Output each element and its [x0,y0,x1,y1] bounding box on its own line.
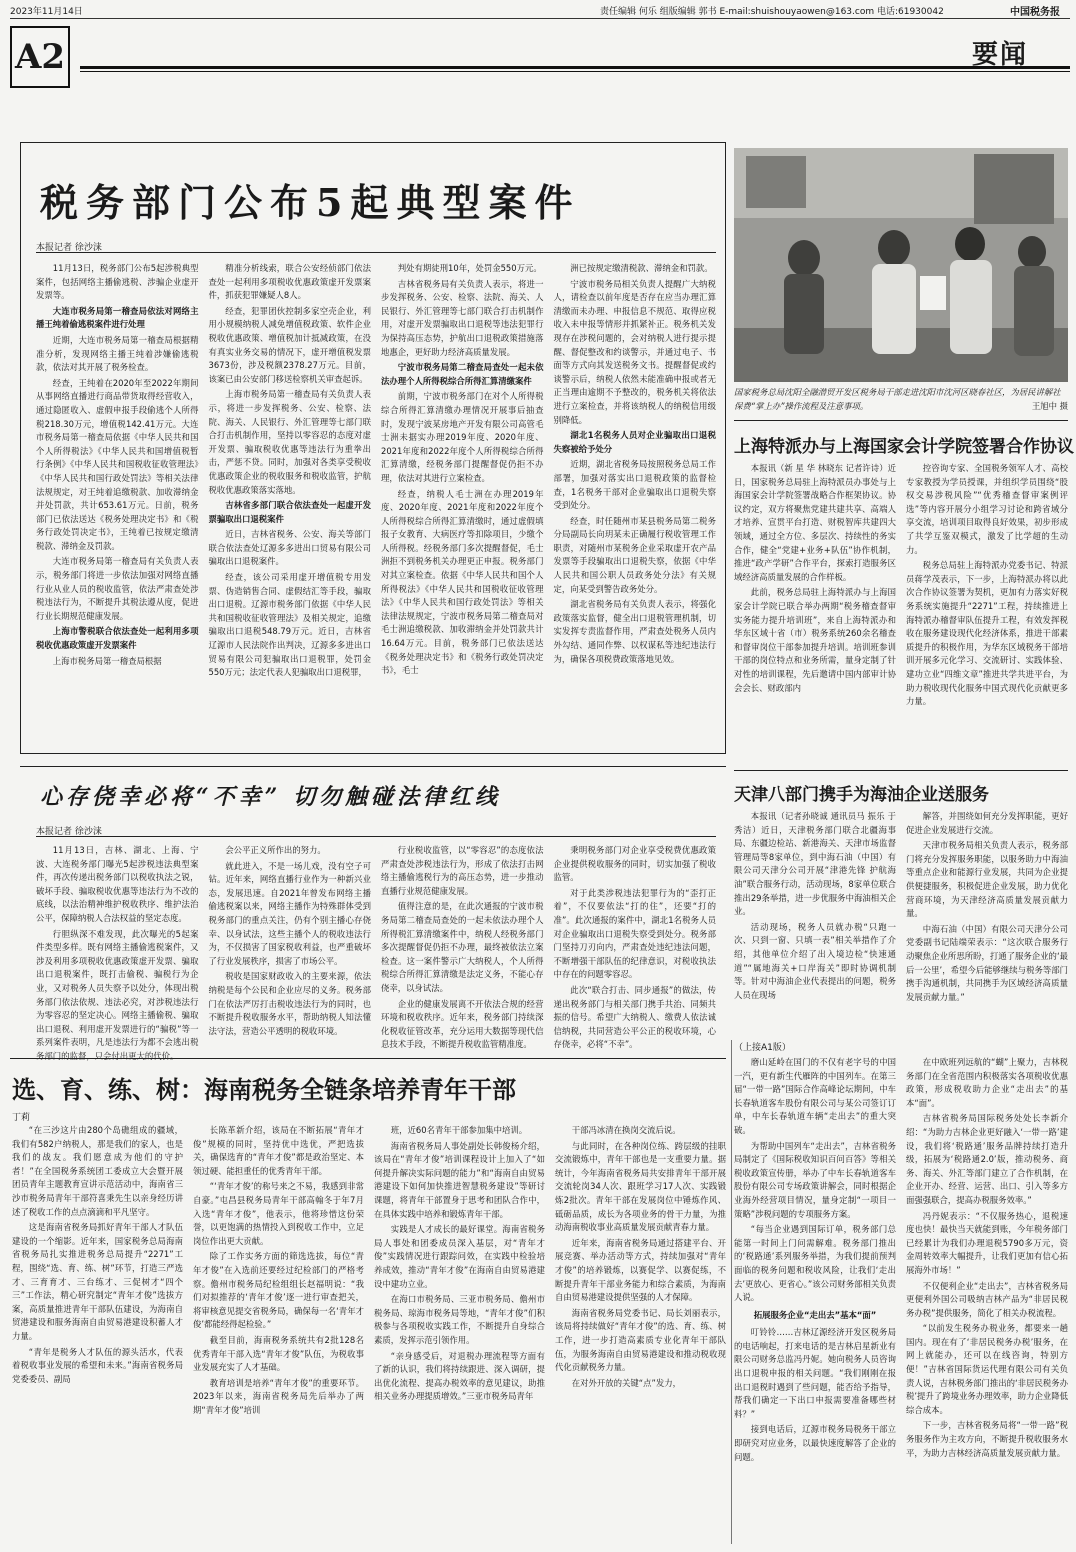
story-6-continued: （上接A1版） [734,1043,791,1053]
story-4-rule [36,836,716,837]
paragraph: 宁波市税务局第二稽查局查处一起未依法办理个人所得税综合所得汇算清缴案件 [381,362,544,386]
paragraph: 干部冯冰清在换岗交流后说。 [571,1125,681,1135]
paragraph: 近年来，海南省税务局通过搭建平台、开展竞赛、举办活动等方式，持续加强对“青年才俊”的培养锻炼，以赛促学、以赛促练，不断提升青年干部业务能力和综合素质，为海南自由贸易港建设提供坚强的人才保障。 [555,1237,726,1303]
paragraph: 近期，湖北省税务局按照税务总局工作部署，加强对落实出口退税政策的监督检查，1名税务干部对企业骗取出口退税失察受到处分。 [553,459,716,511]
paragraph: 大连市税务局第一稽查局依法对网络主播王纯着偷逃税案件进行处理 [36,305,199,330]
issue-date: 2023年11月14日 [10,7,83,17]
paragraph: 对于此类涉税违法犯罪行为的“歪打正着”，不仅要依法“打的住”，还要“打的准”。此次通报的案件中，湖北1名税务人员对企业骗取出口退税失察受到处分。税务部门坚持刀刃向内，严肃查处违纪违法问题，不断增强干部队伍的纪律意识，对税收执法中存在的问题零容忍。 [553,887,716,980]
story-4-col-4 [554,844,717,1050]
paragraph: 吉林省税务局有关负责人表示，将进一步发挥税务、公安、检察、法院、海关、人民银行、外汇管理等七部门联合打击机制作用，对虚开发票骗取出口退税等违法犯罪行为保持高压态势，护航出口退税政策措施落地惠企，更好助力经济高质量发展。 [381,278,544,357]
section-name: 要闻 [972,40,1029,70]
story-5-byline: 丁莉 [12,1113,31,1123]
story-1-body [36,262,716,744]
paragraph: 中海石油（中国）有限公司天津分公司党委副书记陆端荣表示：“这次联合服务行动聚焦企业所思所盼，打通了服务企业的‘最后一公里’，希望今后能够继续与税务等部门携手沟通机制，共同携手为区域经济高质量发展贡献力量。” [906,923,1068,1002]
paragraph: 在对外开放的关键“点”发力， [571,1377,681,1388]
section-rule-thin [80,71,1070,72]
news-photo [734,148,1068,382]
paragraph: 班，近60名青年干部参加集中培训。 [390,1125,528,1135]
paragraph: 宁波市税务局相关负责人提醒广大纳税人，请检查以前年度是否存在应当办理汇算清缴而未办理、申报信息不规范、取得应税收入未申报等情形并抓紧补正。税务机关发现存在涉税问题的，会对纳税人进行提示提醒、督促整改和约谈警示，并通过电子、书面等方式向其发送税务文书。提醒督促或约谈警示后，纳税人依然未能准确申报或者无正当理由逾期不予整改的，税务机关将依法进行立案检查，并将该纳税人的纳税信用级别降低。 [553,278,716,425]
paragraph: 这是海南省税务局抓好青年干部人才队伍建设的一个缩影。近年来，国家税务总局海南省税务局扎实推进税务总局提升“2271”工程，围绕“选、育、练、树”环节，打造三严选才、三育育才、三台练才、三促树才“四个三”工作法，精心研究制定“青年才俊”选拔方案，高质量推进青年干部队伍建设，为海南自贸港建设和服务海南自由贸易港建设积蓄人才力量。 [12,1222,183,1341]
paragraph: 此次“联合打击、同步通报”的做法，传递出税务部门与相关部门携手共治、同频共振的信号。希望广大纳税人、缴费人依法诚信纳税，共同营造公平公正的税收环境，心存侥幸，必将“不幸”。 [553,984,716,1050]
story-3-headline: 天津八部门携手为海油企业送服务 [734,785,989,805]
story-1-col-1 [36,262,199,744]
paragraph: 洲已按规定缴清税款、滞纳金和罚款。 [570,263,713,273]
paragraph: 长陈革新介绍，该局在不断拓展“青年才俊”规模的同时，坚持优中选优，严把选拔关，确保选育的“青年才俊”都是政治坚定、本领过硬、能担重任的优秀青年干部。 [193,1125,364,1176]
paragraph: 判处有期徒刑10年，处罚金550万元。 [397,263,542,273]
paragraph: 就此进入，不是一场儿戏，没有空子可钻。近年来，网络直播行业作为一种新兴业态，发展迅速。自2021年曾发布网络主播偷逃税案以来，网络主播作为特殊群体受到税务部门的重点关注，仍有个别主播心存侥幸、以身试法，这些主播个人的税收违法行为，不仅损害了国家税收利益，也严重破坏了行业发展秩序，损害了市场公平。 [208,860,371,966]
header-rule [10,18,1070,19]
story-4-col-3 [381,844,544,1050]
paragraph: 税务总局驻上海特派办党委书记、特派员蒋学茂表示，下一步，上海特派办将以此次合作协议签署为契机，更加有力落实好税务系统实施提升“2271”工程，持续推进上海特派办稽督审队伍提升工程，有效发挥税收在服务建设现代化经济体系，推进干部素质提升的积极作用，为华东区域税务干部培训开展多元化学习、交流研讨、实践体验、建功立业“四维文章”推进共学共进平台，为助力税收现代化服务中国式现代化贡献更多力量。 [906,560,1068,707]
paragraph: 湖北1名税务人员对企业骗取出口退税失察被给予处分 [553,430,716,454]
paragraph: 接到电话后，辽源市税务局税务干部立即研究对应业务，以最快速度解答了企业的问题。 [734,1424,896,1462]
story-5-col-3 [374,1124,545,1544]
paragraph: 在海口市税务局、三亚市税务局、儋州市税务局、琼海市税务局等地，“青年才俊”们积极参与各项税收实践工作，不断提升自身综合素质，发挥示范引领作用。 [374,1294,545,1345]
paragraph: 经查，时任随州市某县税务局第二税务分局副局长向玥某未正确履行税收管理工作职责，对随州市某税务企业采取虚开农产品发票等手段骗取出口退税失察，依据《中华人民共和国公职人员政务处分法》有关规定，向某受到警告政务处分。 [553,515,716,594]
paragraph: 11月13日，吉林、湖北、上海、宁波、大连税务部门曝光5起涉税违法典型案件，再次传递出税务部门以税收执法之锐，破坏手段、骗取税收优惠等违法行为不改的底线，以法治精神维护税收秩序、维护法治公平，保障纳税人合法权益的坚定态度。 [36,845,199,923]
story-4-headline: 心存侥幸必将“不幸” 切勿触碰法律红线 [40,784,501,810]
paragraph: 除了工作实务方面的筛选选拔，每位“青年才俊”在入选前还要经过纪检部门的严格考察。儋州市税务局纪检组组长赵福明说：“我们对拟推荐的‘青年才俊’逐一进行审查把关，将审核意见提交省税务局，确保每一名‘青年才俊’都能经得起检验。” [193,1251,364,1330]
paragraph: “以前发生税务办税业务，都要来一趟国内。现在有了‘非居民税务办税’服务，在网上就能办，还可以在线咨询，特别方便！”吉林省国际货运代理有限公司有关负责人说，吉林税务部门推出的‘非居民税务办税’提升了跨境业务办理效率，助力企业降低综合成本。 [906,1323,1068,1415]
story-3-top-rule [734,770,1068,771]
paragraph: 吉林省多部门联合依法查处一起虚开发票骗取出口退税案件 [208,500,371,524]
story-4-byline: 本报记者 徐沙涞 [36,827,102,837]
paragraph: 实践是人才成长的最好课堂。海南省税务局人事处和团委成员深入基层，对“青年才俊”实践情况进行跟踪问效，在实践中检验培养成效，推动“青年才俊”在海南自由贸易港建设中建功立业。 [374,1224,545,1289]
paragraph: “‘青年才俊’的称号来之不易，我感到非常自豪。”屯昌县税务局青年干部高翰冬于年7月入选“青年才俊”，他表示，他将珍惜这份荣誉，以更饱满的热情投入到税收工作中，立足岗位作出更大贡献。 [193,1181,364,1246]
paragraph: 企业的健康发展离不开依法合规的经营环境和税收秩序。近年来，税务部门持续深化税收征管改革，充分运用大数据等现代信息技术手段，不断提升税收监管精准度。 [381,998,544,1050]
photo-credit: 王旭中 摄 [1031,400,1068,411]
paragraph: 本报讯（新 星 华 林晓东 记者许诗）近日，国家税务总局驻上海特派员办事处与上海国家会计学院签署战略合作框架协议。协议约定，双方将聚焦党建共建共享、高端人才培养、宣贯平台打造、财税智库共建四大领域，通过全方位、多层次、持续性的务实合作，健全“党建+业务+队伍”协作机制，推进“政产学研”合作平台，探索打造服务区域经济高质量发展的合作样板。 [734,463,896,582]
paragraph: 前期，宁波市税务部门在对个人所得税综合所得汇算清缴办理情况开展事后抽查时，发现宁波某房地产开发有限公司高管毛士洲未据实办理2019年度、2020年度、2021年度和2022年度个人所得税综合所得汇算清缴，经税务部门提醒督促仍拒不办理，依法对其进行立案检查。 [381,391,544,483]
story-5-body [12,1124,726,1544]
story-2-top-rule [734,420,1068,421]
masthead: 中国税务报 [1010,7,1060,18]
story-4-col-1 [36,844,199,1061]
paragraph: 冯丹妮表示：“不仅服务热心，退税速度也快！最快当天就能到账，今年税务部门已经累计为我们办理退税5790多万元，资金周转效率大幅提升，让我们更加有信心拓展海外市场！” [906,1210,1068,1275]
story-3-col-2 [906,810,1068,1030]
story-2-col-1 [734,462,896,762]
story-2-col-2 [906,462,1068,762]
paragraph: 在中欧班列远航的“蝴”上聚力，吉林税务部门在全省范围内积极落实各项税收优惠政策，形成税收助力企业“走出去”的基本“面”。 [906,1057,1068,1108]
paragraph: 11月13日，税务部门公布5起涉税典型案件，包括网络主播偷逃税、涉骗企业虚开发票等。 [36,263,199,301]
paragraph: 税收是国家财政收入的主要来源，依法纳税是每个公民和企业应尽的义务。税务部门在依法严厉打击税收违法行为的同时，也不断提升税收服务水平，帮助纳税人知法懂法守法，营造公平透明的税收环境。 [208,971,371,1036]
story-2-body [734,462,1068,762]
story-4-col-2 [209,844,372,1050]
paragraph: 上海市税务局第一稽查局根据 [52,655,162,666]
editor-info: 责任编辑 何乐 组版编辑 郭书 E-mail:shuishouyaowen@163.com 电话:61930042 [600,7,944,17]
paragraph: 天津市税务局相关负责人表示，税务部门将充分发挥服务职能，以服务助力中海油等重点企业和能源行业发展，共同为企业提供便捷服务，积极促进企业发展，助力优化营商环境，为天津经济高质量发展贡献力量。 [906,840,1068,919]
paragraph: 会公平正义所作出的努力。 [225,845,326,855]
story-6-col-1 [734,1056,896,1544]
paragraph: 教育培训是培养“青年才俊”的重要环节。2023年以来，海南省税务局先后举办了两期“青年才俊”培训 [193,1377,364,1415]
paragraph: 近日，吉林省税务、公安、海关等部门联合依法查处辽源多多进出口贸易有限公司骗取出口退税案件。 [208,529,371,567]
paragraph: 湖北省税务局有关负责人表示，将强化政策落实监督，健全出口退税管理机制，切实发挥专责监督作用，严肃查处税务人员内外勾结、通同作弊、以权谋私等违纪违法行为，确保各项税费政策落地见效。 [553,599,716,664]
paragraph: “每当企业遇到国际订单，税务部门总能第一时间上门问需解难。税务部门推出的‘税路通’系列服务举措，为我们提前预判面临的税务问题和税收风险，让我们‘走出去’更放心、更省心。”该公司财务部相关负责人说。 [734,1224,896,1303]
paragraph: 精准分析线索，联合公安经侦部门依法查处一起利用多项税收优惠政策虚开发票案件，抓获犯罪嫌疑人8人。 [208,263,371,301]
section-rule [80,66,1070,69]
paragraph: 秉明税务部门对企业享受税费优惠政策企业提供税收服务的同时，切实加强了税收监管。 [553,845,716,883]
story-1-col-3 [381,262,544,744]
story-5-headline: 选、育、练、树：海南税务全链条培养青年干部 [12,1075,516,1104]
paragraph: 经查，王纯着在2020年至2022年期间从事网络直播进行商品带货取得经营收入，通过隐匿收入、虚假申报手段偷逃个人所得税218.30万元，增值税142.41万元。大连市税务局第一稽查局依据《中华人民共和国个人所得税法》《中华人民共和国增值税暂行条例》《中华人民共和国税收征收管理法》《中华人民共和国行政处罚法》等相关法律法规规定，对王纯着追缴税款、加收滞纳金并处罚款，共计653.61万元。日前，税务部门已依法送达《税务处理决定书》和《税务行政处罚决定书》，王纯着已按规定缴清税款、滞纳金及罚款。 [36,377,199,551]
paragraph: 海南省税务局党委书记、局长刘丽表示，该局将持续做好“青年才俊”的选、育、练、树工作，进一步打造高素质专业化青年干部队伍，为服务海南自由贸易港建设和推动税收现代化贡献税务力量。 [555,1307,726,1373]
paragraph: 经查，纳税人毛士洲在办理2019年度、2020年度、2021年度和2022年度个人所得税综合所得汇算清缴时，通过虚假填报子女教育、大病医疗等扣除项目，少缴个人所得税。经税务部门多次提醒督促，毛士洲拒不到税务机关办理更正申报。税务部门对其立案检查。依据《中华人民共和国个人所得税法》《中华人民共和国税收征收管理法》《中华人民共和国行政处罚法》等相关法律法规规定，宁波市税务局第二稽查局对毛士洲追缴税款、加收滞纳金并处罚款共计16.64万元。目前，税务部门已依法送达《税务处理决定书》和《税务行政处罚决定书》，毛士 [381,488,544,676]
paragraph: 上海市税务局第一稽查局有关负责人表示，将进一步发挥税务、公安、检察、法院、海关、人民银行、外汇管理等七部门联合打击机制作用，坚持以零容忍的态度对虚开发票、骗取税收优惠等违法行为重拳出击，严惩不贷。同时，加强对各类享受税收优惠政策企业的税收服务和税收监管，护航税收优惠政策落实落地。 [208,389,371,495]
story-1-col-2 [209,262,372,744]
column-divider [731,1040,732,1544]
photo-caption [734,386,1068,413]
paragraph: 近期，大连市税务局第一稽查局根据精准分析，发现网络主播王纯着涉嫌偷逃税款，依法对其开展了税务检查。 [36,334,199,373]
paragraph: 为帮助中国列车“走出去”，吉林省税务局制定了《国际税收知识百问百答》等相关税收政策宣传册，举办了中车长春轨道客车股份有限公司专场政策讲解会，同时根据企业海外经营项目情况，量身定制“一项目一策略”涉税问题的专项服务方案。 [734,1140,896,1219]
paragraph: 吉林省税务局国际税务处处长李新介绍：“为助力吉林企业更好融入‘一带一路’建设，我们将‘税路通’服务品牌持续打造升级，拓展为‘税路通2.0’版，推动税务、商务、海关、外汇等部门建立了合作机制，在企业开办、经营、运营、出口、引入等多方面强强联合，提高办税服务效率。” [906,1113,1068,1205]
paragraph: 经查，犯罪团伙控制多家空壳企业，利用小规模纳税人减免增值税政策、软件企业税收优惠政策、增值税加计抵减政策，在没有真实业务交易的情况下，虚开增值税发票3673份，涉及税额2378.27万元。目前，该案已由公安部门移送检察机关审查起诉。 [208,305,371,384]
paragraph: 大连市税务局第一稽查局有关负责人表示，税务部门将进一步依法加强对网络直播行业从业人员的税收监管，依法严肃查处涉税违法行为，不断提升其税法遵从度，促进行业长期规范健康发展。 [36,556,199,621]
story-4-body [36,844,716,1061]
paragraph: 本报讯（记者孙晓诚 通讯员马 振乐 于秀洁）近日，天津税务部门联合北疆海事局、东疆边检站、新港海关、天津市场监督管理局等8家单位，到中海石油（中国）有限公司天津分公司开展“津港先锋 护航海油”联合服务行动，活动现场，8家单位联合推出29条举措，进一步优服务中海油相关企业。 [734,811,896,917]
paragraph: “在三沙这片由280个岛礁组成的疆域，我们有582户纳税人，那是我们的家人，也是我们的战友。我们愿意成为他们的守护者！”在全国税务系统团工委成立大会暨开展团员青年主题教育宣讲示范活动中，海南省三沙市税务局青年干部符喜秉先生以亲身经历讲述了税收工作的点点滴滴和平凡坚守。 [12,1125,183,1217]
story-5-top-rule [10,1058,726,1059]
paragraph: 与此同时，在各种岗位练、跨层级的挂职交流锻炼中，青年干部也是一支重要力量。据统计，今年海南省税务局共安排青年干部开展交流轮岗34人次、跟班学习17人次、实践锻炼2批次。青年干部在发展岗位中锤炼作风、砥砺品质，成长为各项业务的骨干力量，为推动海南税收事业高质量发展贡献青春力量。 [555,1140,726,1233]
story-6-col-2 [906,1056,1068,1544]
paragraph: 此前，税务总局驻上海特派办与上海国家会计学院已联合举办两期“税务稽查督审实务能力提升培训班”，来自上海特派办和华东区域十省（市）税务系统260余名稽查和督审岗位干部参加提升培训。培训班参训干部的岗位特点和业务所需，量身定制了针对性的培训课程，先后邀请中国内部审计协会会长、财政部内 [734,587,896,693]
story-3-col-1 [734,810,896,1030]
paragraph: “青年是税务人才队伍的源头活水，代表着税收事业发展的希望和未来。”海南省税务局党委委员、副局 [12,1346,183,1384]
story-3-body [734,810,1068,1030]
paragraph: 值得注意的是，在此次通报的宁波市税务局第二稽查局查处的一起未依法办理个人所得税汇算清缴案件中，纳税人经税务部门多次提醒督促仍拒不办理，最终被依法立案检查。这一案件警示广大纳税人，个人所得税综合所得汇算清缴是法定义务，不能心存侥幸，以身试法。 [381,901,544,993]
paragraph: 海南省税务局人事处副处长韩俊杨介绍，该局在“青年才俊”培训课程设计上加入了“如何提升解决实际问题的能力”和“海南自由贸易港建设下如何加快推进智慧税务建设”等研讨课题，将青年干部置身于思考和团队合作中，在具体实践中培养和锻炼青年干部。 [374,1140,545,1219]
story-5-col-2 [193,1124,364,1544]
paragraph: 拓展服务企业“走出去”基本“面” [753,1309,877,1320]
paragraph: 上海市警税联合依法查处一起利用多项税收优惠政策虚开发票案件 [36,626,199,651]
paragraph: 解答，并围绕如何充分发挥职能，更好促进企业发展进行交流。 [906,811,1068,835]
paragraph: 叮铃铃……吉林辽源经济开发区税务局的电话响起，打来电话的是吉林启星新业有限公司财务总监冯丹妮。她向税务人员咨询出口退税申报的相关问题。“我们刚刚在报出口退税时遇到了些问题，能否给予指导，帮我们确定一下出口申报需要准备哪些材料？” [734,1327,896,1419]
story-4-top-rule [20,766,726,767]
paragraph: 磨山延岭在国门的不仅有老字号的中国一汽，更有新生代雁阵的中国列车。在第三届“一带一路”国际合作高峰论坛期间，中车长春轨道客车股份有限公司与某公司签订订单，中车长春轨道车辆“走出去”的重大突破。 [734,1057,896,1135]
paragraph: 下一步，吉林省税务局将“一带一路”税务服务作为主攻方向，不断提升税收服务水平，为助力吉林经济高质量发展贡献力量。 [906,1420,1068,1458]
paragraph: 控咨询专家、全国税务领军人才、高校专家教授为学员授课，并组织学员围绕“股权交易涉税风险”“优秀稽查督审案例评选”等内容开展分小组学习讨论和跨省域分享交流，培训项目取得良好效果，初步形成了共学互鉴双模式，激发了比学超的生动力。 [906,463,1068,555]
paragraph: 活动现场，税务人员就办税“只跑一次、只到一窗、只填一表”相关举措作了介绍，其他单位介绍了出入境边检“快速通道”“属地海关+口岸海关”即时协调机制等。针对中海油企业代表提出的问题，税务人员在现场 [734,921,896,1000]
paragraph: 截至目前，海南税务系统共有2批128名优秀青年干部入选“青年才俊”队伍，为税收事业发展充实了人才基础。 [193,1334,364,1373]
page-header [0,0,1076,22]
photo-caption-text: 国家税务总局沈阳全融潜贸开发区税务局干部走进沈阳市沈河区晓春社区，为居民讲解社保费“掌上办”操作流程及注意事项。 [734,387,1061,411]
paragraph: 经查，该公司采用虚开增值税专用发票、伪造销售合同、虚假结汇等手段，骗取出口退税。辽源市税务部门依据《中华人民共和国税收征收管理法》及相关规定，追缴骗取出口退税548.79万元。近日，吉林省辽源市人民法院作出判决，辽源多多进出口贸易有限公司犯骗取出口退税罪，处罚金550万元；法定代表人犯骗取出口退税罪， [208,572,371,678]
story-2-headline: 上海特派办与上海国家会计学院签署合作协议 [734,437,1074,457]
paragraph: “亲身感受后，对退税办理流程等方面有了新的认识，我们将持续跟进、深入调研，提出优化流程、提高办税效率的意见建议，助推相关业务办理提质增效。”三亚市税务局青年 [374,1350,545,1402]
paragraph: 行胆纵深不难发现，此次曝光的5起案件类型多样。既有网络主播偷逃税案件，又涉及利用多项税收优惠政策虚开发票、骗取出口退税案件，既打击偷税、骗税行为企业，又对税务人员失察予以处分，体现出税务部门依法依规、违法必究，对涉税违法行为零容忍的坚定决心。网络主播偷税、骗取出口退税、利用虚开发票进行的“骗税”等一系列案件表明，凡是违法行为都不会逃出税务部门的监督，只会付出更大的代价。 [36,928,199,1061]
story-5-col-1 [12,1124,183,1544]
story-1-byline: 本报记者 徐沙涞 [36,243,102,253]
story-1-rule [36,252,716,253]
story-6-body [734,1056,1068,1544]
paragraph: 不仅便利企业“走出去”，吉林省税务局更便利外国公司吸纳吉林产品为“非居民税务办税”提供服务，简化了相关办税流程。 [906,1280,1068,1318]
paragraph: 行业税收监管，以“零容忍”的态度依法严肃查处涉税违法行为，形成了依法打击网络主播偷逃税行为的高压态势，进一步推动直播行业规范健康发展。 [381,845,544,896]
story-5-col-4 [555,1124,726,1544]
story-1-headline: 税务部门公布5起典型案件 [40,180,581,225]
story-1-col-4 [554,262,717,744]
page-number: A2 [10,26,70,88]
